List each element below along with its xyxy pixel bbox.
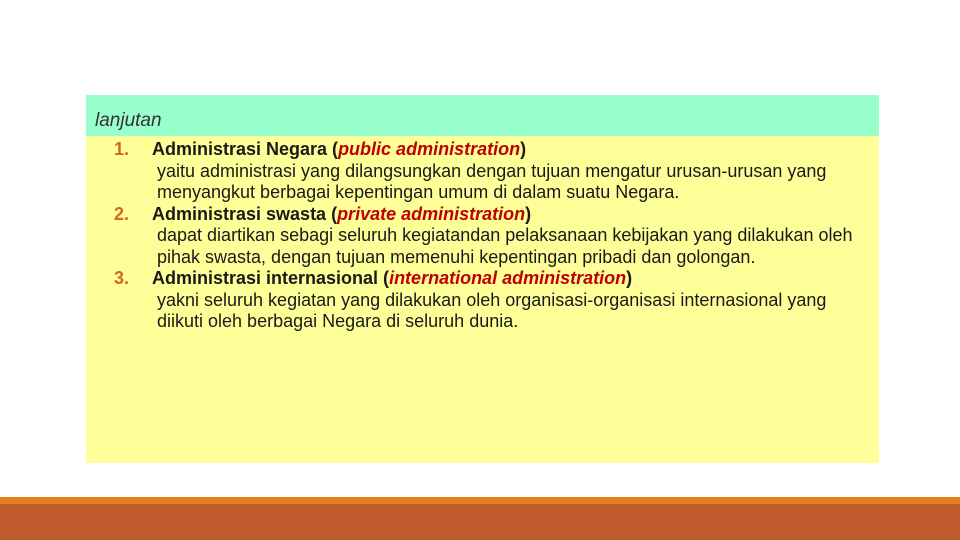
item-description: dapat diartikan sebagi seluruh kegiatandan pelaksanaan kebijakan yang dilakukan oleh pihak swasta, dengan tujuan memenuhi kepentingan pribadi dan golongan.: [157, 225, 853, 267]
list-item-administrasi-swasta: [114, 204, 874, 269]
item-title-english: public administration: [338, 139, 521, 159]
footer-bar: [0, 504, 960, 540]
footer-accent-stripe: [0, 497, 960, 504]
item-title: [114, 139, 874, 161]
content-panel: [86, 95, 879, 463]
list-item-administrasi-internasional: [114, 268, 874, 333]
item-title-suffix: ): [525, 203, 532, 224]
item-description: yakni seluruh kegiatan yang dilakukan oleh organisasi-organisasi internasional yang diikuti oleh berbagai Negara di seluruh dunia.: [157, 289, 827, 331]
item-title-english: private administration: [337, 203, 526, 224]
item-title-suffix: ): [520, 139, 527, 159]
item-title-prefix: Administrasi internasional (: [152, 268, 390, 288]
item-description: yaitu administrasi yang dilangsungkan dengan tujuan mengatur urusan-urusan yang menyangkut berbagai kepentingan umum di dalam suatu Negara.: [157, 160, 827, 202]
item-number: 3.: [114, 268, 130, 288]
definition-list: [114, 139, 874, 333]
item-number: 1.: [114, 139, 130, 159]
panel-header: [86, 95, 879, 136]
item-title-prefix: Administrasi Negara (: [152, 139, 339, 159]
item-title-suffix: ): [626, 268, 633, 288]
item-title: [114, 268, 874, 290]
item-number: 2.: [114, 203, 130, 224]
header-label: lanjutan: [95, 110, 162, 131]
list-item-administrasi-negara: [114, 139, 874, 204]
item-title-english: international administration: [389, 268, 627, 288]
item-title: [114, 204, 874, 226]
item-title-prefix: Administrasi swasta (: [152, 203, 338, 224]
